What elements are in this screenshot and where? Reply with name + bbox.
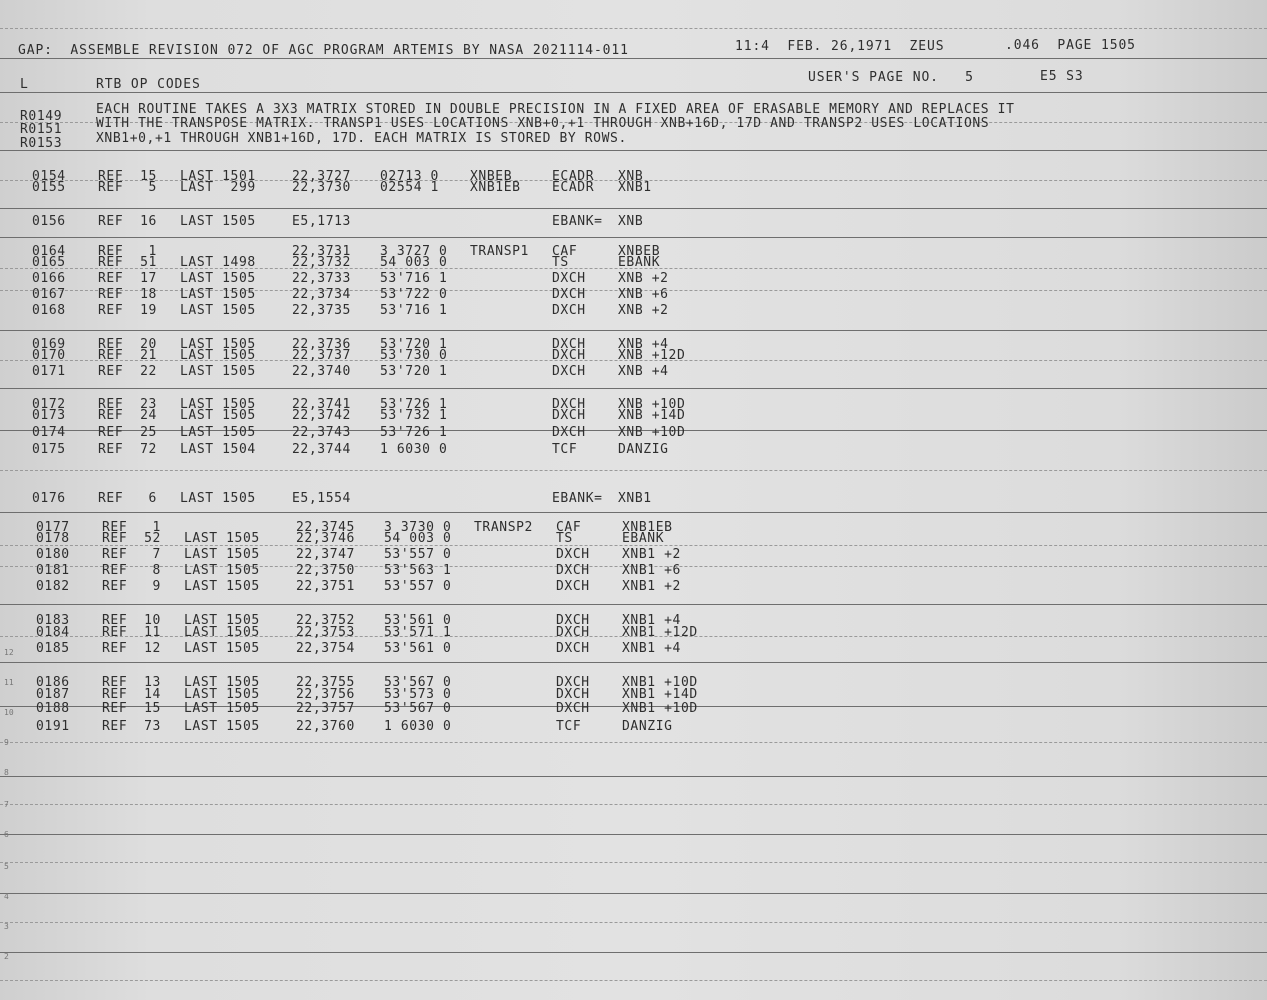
operand: XNB +6 [618,287,669,302]
line-seq: 0180 [36,547,70,562]
object-code: 02554 1 [380,180,439,195]
object-code: 1 6030 0 [384,719,452,734]
opcode: CAF [556,520,582,535]
address: E5,1554 [292,491,351,506]
opcode: CAF [552,244,578,259]
address: 22,3743 [292,425,351,440]
opcode: DXCH [552,303,586,318]
ref-count: REF 15 [98,169,157,184]
address: 22,3731 [292,244,351,259]
operand: XNB +12D [618,348,686,363]
last-ref: LAST 1505 [184,701,260,716]
ref-count: REF 72 [98,442,157,457]
address: 22,3744 [292,442,351,457]
paper-rule [0,804,1267,805]
address: 22,3745 [296,520,355,535]
ref-count: REF 10 [102,613,161,628]
object-code: 54 003 0 [384,531,452,546]
opcode: TCF [556,719,582,734]
last-ref: LAST 299 [180,180,256,195]
symbol-label: TRANSP2 [474,520,533,535]
paper-rule [0,604,1267,605]
operand: XNB1 +12D [622,625,698,640]
ref-count: REF 8 [102,563,161,578]
operand: XNB1 +14D [622,687,698,702]
opcode: DXCH [552,408,586,423]
last-ref: LAST 1505 [180,214,256,229]
paper-rule [0,330,1267,331]
opcode: TS [552,255,569,270]
remark-text: XNB1+0,+1 THROUGH XNB1+16D, 17D. EACH MATRIX IS STORED BY ROWS. [96,131,627,146]
object-code: 53'567 0 [384,701,452,716]
margin-mark: 3 [4,922,9,931]
object-code: 54 003 0 [380,255,448,270]
object-code: 53'716 1 [380,271,448,286]
operand: XNB1 [618,180,652,195]
object-code: 02713 0 [380,169,439,184]
ref-count: REF 25 [98,425,157,440]
line-seq: 0167 [32,287,66,302]
line-seq: 0187 [36,687,70,702]
ref-count: REF 17 [98,271,157,286]
paper-rule [0,980,1267,981]
paper-rule [0,662,1267,663]
ref-count: REF 24 [98,408,157,423]
last-ref: LAST 1505 [180,425,256,440]
opcode: DXCH [556,613,590,628]
last-ref: LAST 1505 [184,719,260,734]
paper-rule [0,952,1267,953]
margin-mark: 6 [4,830,9,839]
address: 22,3740 [292,364,351,379]
object-code: 53'726 1 [380,397,448,412]
operand: XNB1 +4 [622,613,681,628]
ref-count: REF 23 [98,397,157,412]
opcode: TCF [552,442,578,457]
paper-rule [0,742,1267,743]
ref-count: REF 51 [98,255,157,270]
object-code: 53'573 0 [384,687,452,702]
line-seq: 0169 [32,337,66,352]
object-code: 53'722 0 [380,287,448,302]
address: 22,3737 [292,348,351,363]
paper-rule [0,834,1267,835]
opcode: DXCH [556,625,590,640]
margin-mark: 2 [4,952,9,961]
page-number: .046 PAGE 1505 [1005,38,1136,53]
line-seq: 0178 [36,531,70,546]
paper-rule [0,470,1267,471]
line-seq: 0165 [32,255,66,270]
opcode: DXCH [556,675,590,690]
ref-count: REF 1 [102,520,161,535]
paper-rule [0,208,1267,209]
ref-count: REF 20 [98,337,157,352]
margin-mark: 12 [4,648,14,657]
opcode: DXCH [552,337,586,352]
line-seq: 0166 [32,271,66,286]
ref-count: REF 6 [98,491,157,506]
last-ref: LAST 1505 [184,675,260,690]
address: 22,3736 [292,337,351,352]
operand: XNB +10D [618,397,686,412]
user-page-number: USER'S PAGE NO. 5 [808,70,974,85]
last-ref: LAST 1505 [184,687,260,702]
operand: XNB +10D [618,425,686,440]
last-ref: LAST 1505 [184,625,260,640]
operand: XNB1EB [622,520,673,535]
ref-count: REF 14 [102,687,161,702]
listing-title: GAP: ASSEMBLE REVISION 072 OF AGC PROGRAM ARTEMIS BY NASA 2021114-011 [18,43,629,58]
ref-count: REF 73 [102,719,161,734]
line-seq: 0177 [36,520,70,535]
object-code: 53'563 1 [384,563,452,578]
line-seq: 0191 [36,719,70,734]
line-seq: 0164 [32,244,66,259]
opcode: DXCH [556,687,590,702]
address: 22,3750 [296,563,355,578]
operand: XNB [618,169,644,184]
object-code: 53'732 1 [380,408,448,423]
margin-mark: 4 [4,892,9,901]
ref-count: REF 52 [102,531,161,546]
remark-text: EACH ROUTINE TAKES A 3X3 MATRIX STORED IN DOUBLE PRECISION IN A FIXED AREA OF ERASABLE MEMORY AND REPLACES IT [96,102,1015,117]
last-ref: LAST 1505 [180,491,256,506]
last-ref: LAST 1505 [180,364,256,379]
opcode: DXCH [556,547,590,562]
ref-count: REF 21 [98,348,157,363]
paper-rule [0,922,1267,923]
margin-mark: 8 [4,768,9,777]
operand: XNB +2 [618,303,669,318]
remark-text: WITH THE TRANSPOSE MATRIX. TRANSP1 USES LOCATIONS XNB+0,+1 THROUGH XNB+16D, 17D AND TRANSP2 USES LOCATIONS [96,116,990,131]
object-code: 53'716 1 [380,303,448,318]
address: 22,3756 [296,687,355,702]
last-ref: LAST 1504 [180,442,256,457]
address: 22,3755 [296,675,355,690]
address: 22,3732 [292,255,351,270]
last-ref: LAST 1505 [184,547,260,562]
address: 22,3752 [296,613,355,628]
line-seq: 0185 [36,641,70,656]
object-code: 53'567 0 [384,675,452,690]
last-ref: LAST 1498 [180,255,256,270]
margin-mark: 5 [4,862,9,871]
paper-rule [0,512,1267,513]
ref-count: REF 1 [98,244,157,259]
address: 22,3730 [292,180,351,195]
address: E5,1713 [292,214,351,229]
object-code: 53'730 0 [380,348,448,363]
line-seq: 0188 [36,701,70,716]
opcode: DXCH [556,701,590,716]
section-title: RTB OP CODES [96,77,201,92]
paper-rule [0,237,1267,238]
address: 22,3741 [292,397,351,412]
last-ref: LAST 1505 [184,531,260,546]
address: 22,3747 [296,547,355,562]
last-ref: LAST 1505 [184,563,260,578]
ref-count: REF 18 [98,287,157,302]
operand: DANZIG [618,442,669,457]
opcode: DXCH [552,397,586,412]
line-seq: 0155 [32,180,66,195]
line-seq: 0175 [32,442,66,457]
operand: XNB +2 [618,271,669,286]
section-letter: L [20,77,29,92]
object-code: 53'557 0 [384,579,452,594]
run-timestamp: 11:4 FEB. 26,1971 ZEUS [735,39,945,54]
operand: XNB1 +10D [622,701,698,716]
line-seq: 0156 [32,214,66,229]
line-seq: 0170 [32,348,66,363]
opcode: ECADR [552,169,595,184]
ref-count: REF 16 [98,214,157,229]
remark-seq: R0151 [20,122,63,137]
last-ref: LAST 1505 [180,303,256,318]
ref-count: REF 22 [98,364,157,379]
line-seq: 0154 [32,169,66,184]
address: 22,3734 [292,287,351,302]
last-ref: LAST 1505 [180,271,256,286]
ref-count: REF 5 [98,180,157,195]
opcode: DXCH [556,641,590,656]
opcode: DXCH [552,425,586,440]
operand: EBANK [618,255,661,270]
line-seq: 0183 [36,613,70,628]
bank-label: E5 S3 [1040,69,1084,84]
ref-count: REF 12 [102,641,161,656]
symbol-label: XNB1EB [470,180,521,195]
operand: XNB1 +4 [622,641,681,656]
ref-count: REF 9 [102,579,161,594]
paper-rule [0,388,1267,389]
paper-rule [0,28,1267,29]
last-ref: LAST 1501 [180,169,256,184]
opcode: DXCH [556,579,590,594]
last-ref: LAST 1505 [180,348,256,363]
opcode: DXCH [552,348,586,363]
last-ref: LAST 1505 [180,337,256,352]
operand: XNB [618,214,644,229]
paper-rule [0,92,1267,93]
margin-mark: 9 [4,738,9,747]
line-seq: 0182 [36,579,70,594]
operand: XNB +14D [618,408,686,423]
ref-count: REF 7 [102,547,161,562]
operand: XNB1 +10D [622,675,698,690]
line-seq: 0171 [32,364,66,379]
ref-count: REF 19 [98,303,157,318]
object-code: 53'571 1 [384,625,452,640]
object-code: 53'561 0 [384,613,452,628]
last-ref: LAST 1505 [184,579,260,594]
object-code: 3 3727 0 [380,244,448,259]
symbol-label: TRANSP1 [470,244,529,259]
margin-mark: 10 [4,708,14,717]
opcode: DXCH [552,364,586,379]
address: 22,3746 [296,531,355,546]
opcode: DXCH [552,271,586,286]
operand: XNB1 +2 [622,579,681,594]
operand: EBANK [622,531,665,546]
object-code: 3 3730 0 [384,520,452,535]
address: 22,3751 [296,579,355,594]
line-seq: 0174 [32,425,66,440]
paper-rule [0,150,1267,151]
address: 22,3735 [292,303,351,318]
opcode: DXCH [552,287,586,302]
last-ref: LAST 1505 [180,397,256,412]
margin-mark: 11 [4,678,14,687]
object-code: 1 6030 0 [380,442,448,457]
margin-mark: 7 [4,800,9,809]
operand: XNB +4 [618,364,669,379]
operand: XNB1 +6 [622,563,681,578]
object-code: 53'561 0 [384,641,452,656]
operand: XNB +4 [618,337,669,352]
paper-rule [0,893,1267,894]
ref-count: REF 11 [102,625,161,640]
remark-seq: R0149 [20,109,63,124]
opcode: ECADR [552,180,595,195]
paper-rule [0,862,1267,863]
operand: XNB1 [618,491,652,506]
address: 22,3727 [292,169,351,184]
last-ref: LAST 1505 [184,641,260,656]
opcode: EBANK= [552,491,603,506]
symbol-label: XNBEB [470,169,513,184]
line-seq: 0186 [36,675,70,690]
line-seq: 0184 [36,625,70,640]
opcode: DXCH [556,563,590,578]
object-code: 53'557 0 [384,547,452,562]
address: 22,3760 [296,719,355,734]
opcode: EBANK= [552,214,603,229]
operand: XNBEB [618,244,661,259]
last-ref: LAST 1505 [184,613,260,628]
object-code: 53'720 1 [380,364,448,379]
line-seq: 0168 [32,303,66,318]
line-seq: 0173 [32,408,66,423]
address: 22,3754 [296,641,355,656]
line-seq: 0172 [32,397,66,412]
address: 22,3742 [292,408,351,423]
line-seq: 0181 [36,563,70,578]
last-ref: LAST 1505 [180,408,256,423]
remark-seq: R0153 [20,136,63,151]
object-code: 53'726 1 [380,425,448,440]
address: 22,3753 [296,625,355,640]
ref-count: REF 15 [102,701,161,716]
paper-rule [0,776,1267,777]
object-code: 53'720 1 [380,337,448,352]
line-seq: 0176 [32,491,66,506]
operand: DANZIG [622,719,673,734]
ref-count: REF 13 [102,675,161,690]
address: 22,3733 [292,271,351,286]
last-ref: LAST 1505 [180,287,256,302]
paper-rule [0,58,1267,59]
operand: XNB1 +2 [622,547,681,562]
address: 22,3757 [296,701,355,716]
opcode: TS [556,531,573,546]
